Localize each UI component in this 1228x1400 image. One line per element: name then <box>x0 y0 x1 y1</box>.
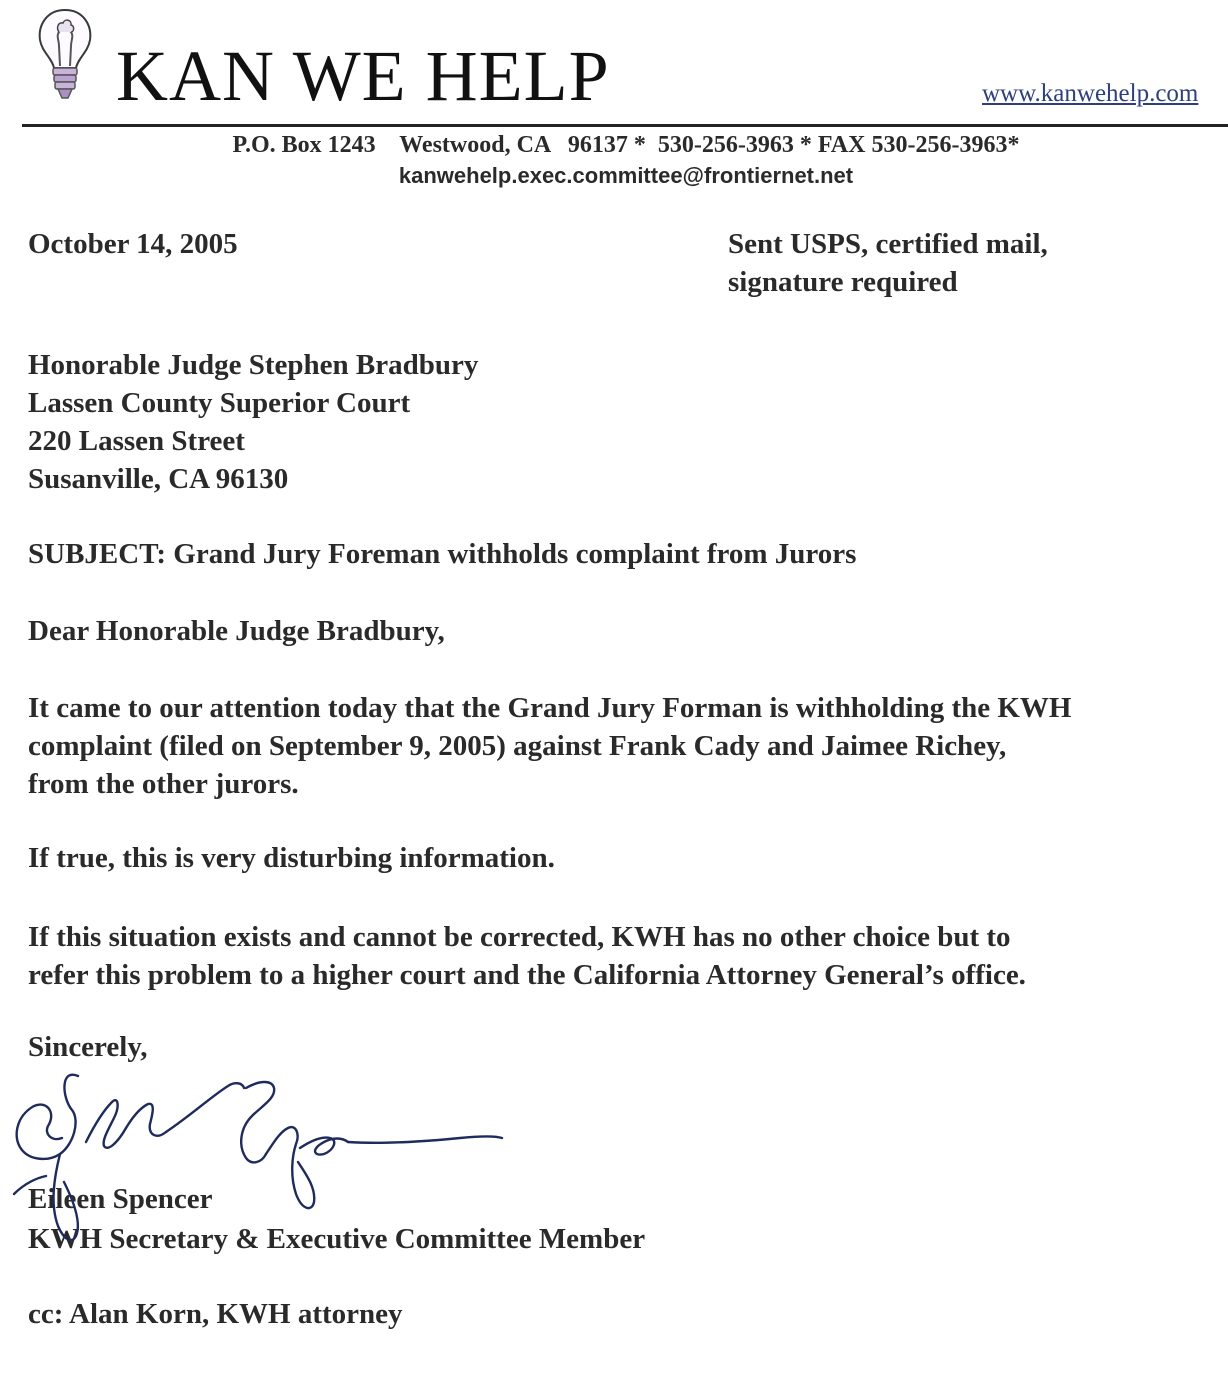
recipient-address <box>28 346 478 498</box>
delivery-method <box>728 225 1048 301</box>
paragraph-line: refer this problem to a higher court and the California Attorney General’s office. <box>28 959 1026 991</box>
recipient-city: Susanville, CA 96130 <box>28 463 289 495</box>
recipient-street: 220 Lassen Street <box>28 425 245 457</box>
signer-name: Eileen Spencer <box>28 1183 213 1215</box>
light-bulb-icon <box>32 6 98 104</box>
address-line: P.O. Box 1243 Westwood, CA 96137 * 530-256-3963 * FAX 530-256-3963* <box>232 132 1020 158</box>
delivery-line: signature required <box>728 266 958 298</box>
recipient-court: Lassen County Superior Court <box>28 387 411 419</box>
paragraph-line: from the other jurors. <box>28 768 299 800</box>
website-link[interactable]: www.kanwehelp.com <box>982 80 1199 107</box>
closing: Sincerely, <box>28 1031 148 1063</box>
recipient-name: Honorable Judge Stephen Bradbury <box>28 349 479 381</box>
handwritten-signature <box>0 1058 520 1263</box>
paragraph-line: If this situation exists and cannot be corrected, KWH has no other choice but to <box>28 921 1011 953</box>
carbon-copy-line: cc: Alan Korn, KWH attorney <box>28 1298 403 1330</box>
delivery-line: Sent USPS, certified mail, <box>728 228 1048 260</box>
subject-line: SUBJECT: Grand Jury Foreman withholds complaint from Jurors <box>28 538 857 570</box>
letter-date: October 14, 2005 <box>28 228 238 260</box>
signer-title: KWH Secretary & Executive Committee Member <box>28 1223 646 1255</box>
body-paragraph-1 <box>28 689 1071 803</box>
letterhead-divider <box>22 124 1228 127</box>
salutation: Dear Honorable Judge Bradbury, <box>28 615 445 647</box>
paragraph-line: It came to our attention today that the Grand Jury Forman is withholding the KWH <box>28 692 1072 724</box>
email-address[interactable]: kanwehelp.exec.committee@frontiernet.net <box>398 163 854 188</box>
body-paragraph-3 <box>28 918 1026 994</box>
paragraph-line: complaint (filed on September 9, 2005) against Frank Cady and Jaimee Richey, <box>28 730 1007 762</box>
body-paragraph-2: If true, this is very disturbing information. <box>28 842 555 874</box>
organization-name: KAN WE HELP <box>116 36 610 116</box>
